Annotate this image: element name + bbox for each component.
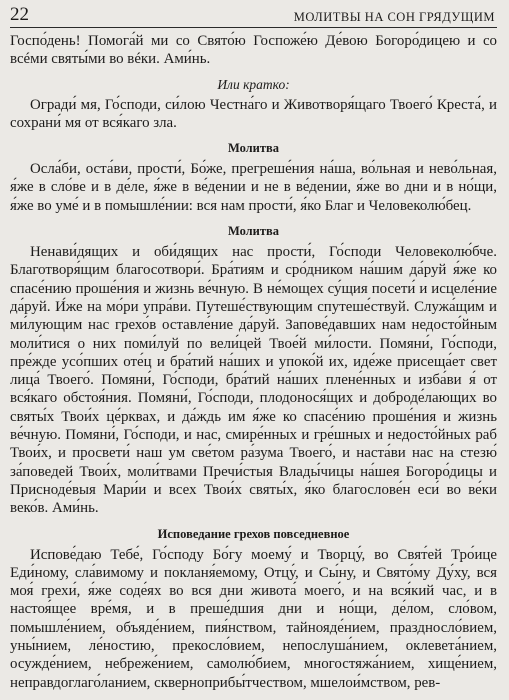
heading-confession: Исповедание грехов повседневное bbox=[157, 526, 350, 541]
paragraph-prayer-2: Ненави́дящих и оби́дящих нас прости́, Го́споди Человеколю́бче. Благотворя́щим благосотвори́. Бра́тиям и сро́дником на́шим да́руй я́же ко спасе́нию проше́ния и жизнь ве́чную. В не́мощех су́щия посети́ и исцеле́ние да́руй. И́же на мо́ри упра́ви. Путеше́ствующим спутеше́ствуй. Служа́щим и ми́лующим нас грехо́в оставле́ние да́руй. Запове́давших нам недосто́йным моли́тися о них поми́луй по вели́цей Твое́й ми́лости. Помяни́, Го́споди, пре́жде усо́пших оте́ц и бра́тий на́ших и упоко́й их, иде́же присеща́ет свет лица́ Твоего́. Помяни́, Го́споди, бра́тий на́ших плене́нных и изба́ви я́ от вся́каго обстоя́ния. Помяни́, Го́споди, плодонося́щих и доброде́лающих во святы́х Твои́х це́рквах, и да́ждь им я́же ко спасе́нию проше́ния и жизнь ве́чную. Помяни́, Го́споди, и нас, смире́нных и гре́шных и недосто́йных раб Твои́х, и просвети́ наш ум све́том ра́зума Твоего́, и наста́ви нас на стезю́ за́поведей Твои́х, моли́твами Пречи́стыя Влады́чицы на́шея Богоро́дицы и Присноде́выя Мари́и и всех Твои́х святы́х, я́ко благослове́н еси́ во ве́ки веко́в. Ами́нь. bbox=[10, 244, 497, 517]
running-title: МОЛИТВЫ НА СОН ГРЯДУЩИМ bbox=[293, 10, 495, 24]
page-header bbox=[10, 0, 497, 24]
heading-prayer-2: Молитва bbox=[227, 224, 280, 239]
paragraph-intro: Госпо́день! Помога́й ми со Свято́ю Госпоже́ю Де́вою Богоро́дицею и со всéми святы́ми во вéки. Ами́нь. bbox=[10, 33, 497, 68]
paragraph-prayer-1: Осла́би, оста́ви, прости́, Бо́же, прегреше́ния на́ша, во́льная и нево́льная, я́же в сло́ве и в де́ле, я́же в ве́дении и не в ве́дении, я́же во дни и в но́щи, я́же во уме́ и в помышле́нии: вся нам прости́, я́ко Благ и Человеколю́бец. bbox=[10, 161, 497, 214]
paragraph-confession: Испове́даю Тебе́, Го́споду Бо́гу моему́ и Творцу́, во Свят́ей Тро́ице Еди́ному, сла́вимому и покланя́емому, Отцу́, и Сы́ну, и Свято́му Ду́ху, вся моя́ грехи́, я́же соде́ях во вся дни живота́ моего́, и на вся́кий час, и в настоя́щее вре́мя, и в преше́дшия дни и но́щи, де́лом, сло́вом, помышле́нием, объяде́нием, пия́нством, тайнояде́нием, праздносло́вием, уны́нием, ле́ностию, прекосло́вием, непослуша́нием, оклевета́нием, осужде́нием, небреже́нием, самолю́бием, многостяжа́нием, хище́нием, неправдоглаго́ланием, скверноприбы́тчеством, мшелои́мством, рев- bbox=[10, 546, 497, 691]
header-rule bbox=[10, 27, 497, 28]
subtitle-short: Или кратко: bbox=[217, 76, 290, 92]
heading-prayer-1: Молитва bbox=[227, 141, 280, 156]
paragraph-short-prayer: Огради́ мя, Го́споди, си́лою Честна́го и Животворя́щаго Твоего́ Креста́, и сохрани́ мя от вся́каго зла. bbox=[10, 96, 497, 131]
page-number: 22 bbox=[10, 4, 29, 25]
